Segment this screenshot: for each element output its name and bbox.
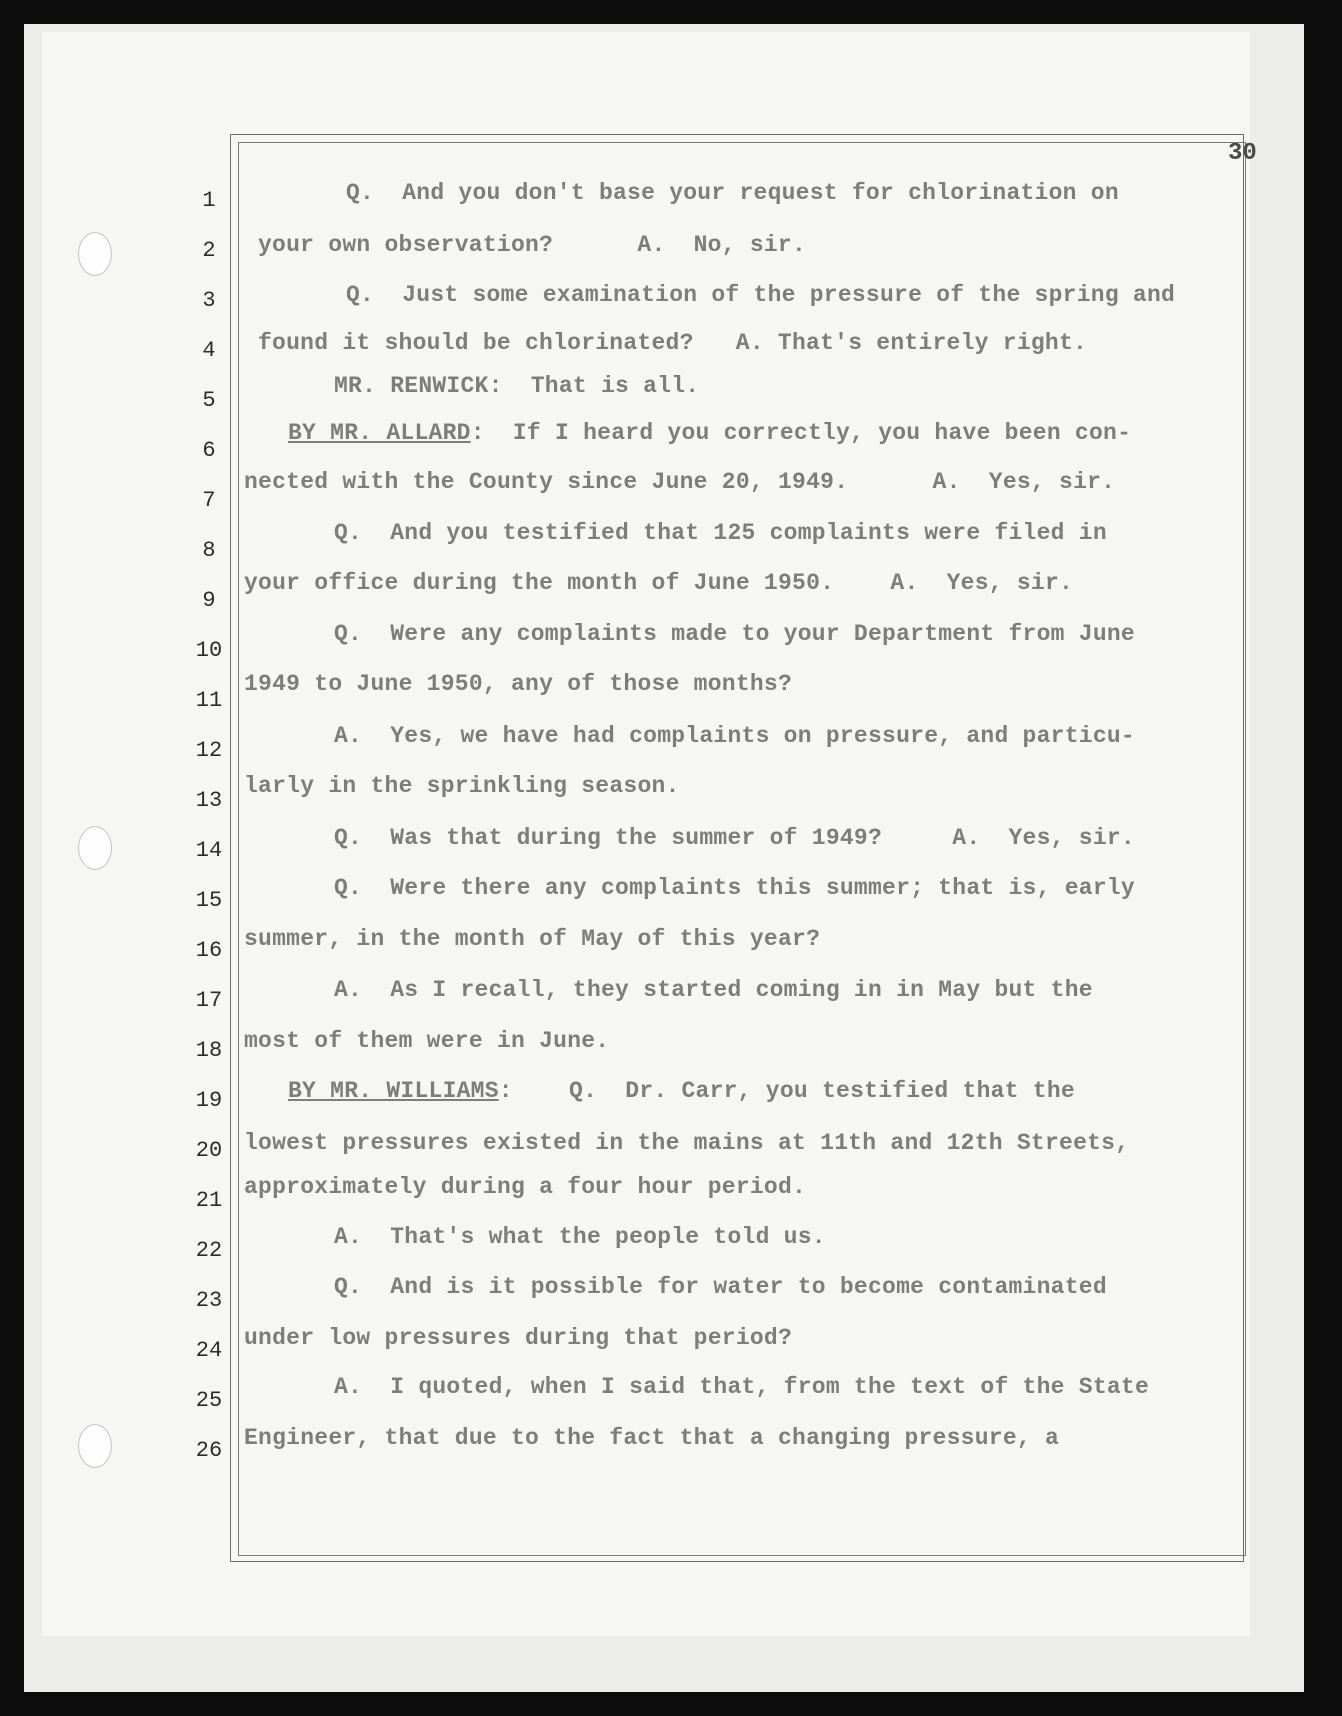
transcript-line: larly in the sprinkling season. — [244, 773, 680, 799]
line-number: 17 — [195, 988, 223, 1013]
line-number: 20 — [195, 1138, 223, 1163]
transcript-line: A. I quoted, when I said that, from the text of the State — [334, 1374, 1150, 1400]
transcript-line: your office during the month of June 1950. A. Yes, sir. — [244, 570, 1074, 596]
line-number: 15 — [195, 888, 223, 913]
transcript-line — [288, 1078, 1075, 1104]
page-number: 30 — [1228, 140, 1257, 167]
line-number: 10 — [195, 638, 223, 663]
transcript-line: A. As I recall, they started coming in in May but the — [334, 977, 1093, 1003]
line-number: 18 — [195, 1038, 223, 1063]
transcript-line: summer, in the month of May of this year? — [244, 926, 821, 952]
line-number: 9 — [202, 588, 216, 613]
transcript-line: Q. Were any complaints made to your Department from June — [334, 621, 1135, 647]
transcript-line — [288, 420, 1131, 446]
line-number: 5 — [202, 388, 216, 413]
binder-hole-middle — [78, 826, 112, 870]
transcript-line: found it should be chlorinated? A. That's entirely right. — [258, 330, 1088, 356]
transcript-line: 1949 to June 1950, any of those months? — [244, 671, 793, 697]
transcript-line: MR. RENWICK: That is all. — [334, 373, 700, 399]
line-number: 14 — [195, 838, 223, 863]
line-number: 3 — [202, 288, 216, 313]
line-number: 2 — [202, 238, 216, 263]
transcript-line: Engineer, that due to the fact that a changing pressure, a — [244, 1425, 1060, 1451]
line-number: 6 — [202, 438, 216, 463]
transcript-line: Q. And is it possible for water to become contaminated — [334, 1274, 1107, 1300]
line-number: 25 — [195, 1388, 223, 1413]
binder-hole-bottom — [78, 1424, 112, 1468]
line-number: 11 — [195, 688, 223, 713]
transcript-line: A. Yes, we have had complaints on pressure, and particu- — [334, 723, 1135, 749]
line-number: 21 — [195, 1188, 223, 1213]
line-number: 19 — [195, 1088, 223, 1113]
transcript-line: A. That's what the people told us. — [334, 1224, 826, 1250]
line-number: 16 — [195, 938, 223, 963]
transcript-line: under low pressures during that period? — [244, 1325, 793, 1351]
transcript-line: Q. Were there any complaints this summer; that is, early — [334, 875, 1135, 901]
transcript-line-text: : Q. Dr. Carr, you testified that the — [498, 1078, 1075, 1104]
transcript-line: lowest pressures existed in the mains at 11th and 12th Streets, — [244, 1130, 1130, 1156]
line-number: 1 — [202, 188, 216, 213]
line-number: 23 — [195, 1288, 223, 1313]
line-number: 24 — [195, 1338, 223, 1363]
transcript-line: Q. Just some examination of the pressure of the spring and — [346, 282, 1176, 308]
line-number: 4 — [202, 338, 216, 363]
binder-hole-top — [78, 232, 112, 276]
line-number: 8 — [202, 538, 216, 563]
transcript-line: approximately during a four hour period. — [244, 1174, 807, 1200]
transcript-line: nected with the County since June 20, 1949. A. Yes, sir. — [244, 469, 1116, 495]
transcript-line-text: : If I heard you correctly, you have been con- — [470, 420, 1132, 446]
transcript-line: Q. And you don't base your request for chlorination on — [346, 180, 1119, 206]
line-number: 26 — [195, 1438, 223, 1463]
examiner-label: BY MR. ALLARD — [288, 420, 471, 446]
examiner-label: BY MR. WILLIAMS — [288, 1078, 499, 1104]
line-number: 13 — [195, 788, 223, 813]
line-number: 22 — [195, 1238, 223, 1263]
transcript-line: Q. Was that during the summer of 1949? A. Yes, sir. — [334, 825, 1135, 851]
transcript-line: your own observation? A. No, sir. — [258, 232, 807, 258]
transcript-line: Q. And you testified that 125 complaints were filed in — [334, 520, 1107, 546]
transcript-line: most of them were in June. — [244, 1028, 610, 1054]
line-number: 7 — [202, 488, 216, 513]
line-number: 12 — [195, 738, 223, 763]
